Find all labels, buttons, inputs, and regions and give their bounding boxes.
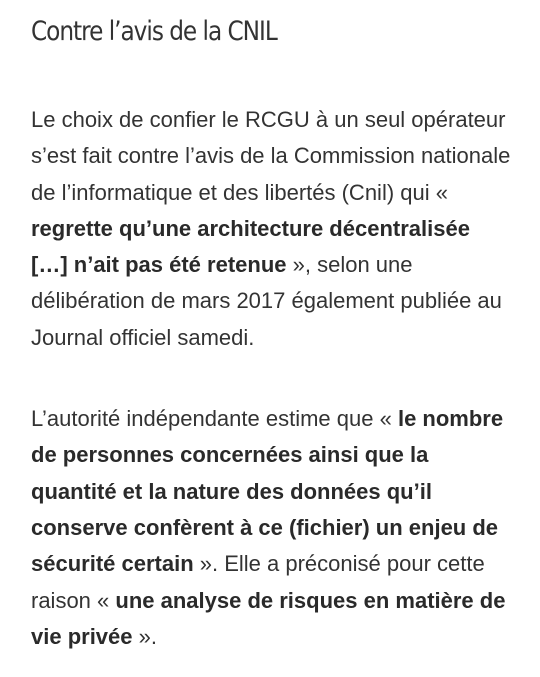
quote-text: regrette qu’une architecture décentralisée […] n’ait pas été retenue	[31, 215, 470, 278]
quote-text: une analyse de risques en matière de vie privée	[31, 587, 506, 649]
paragraph-text: », selon une délibération de mars 2017 également publiée au Journal officiel samedi.	[31, 252, 502, 350]
paragraph-authority-estimate	[31, 401, 512, 655]
paragraph-text: L’autorité indépendante estime que «	[31, 406, 398, 432]
paragraph-text: ».	[132, 623, 157, 649]
paragraph-text: ». Elle a préconisé pour cette raison «	[31, 551, 485, 613]
section-heading: Contre l’avis de la CNIL	[31, 16, 277, 47]
quote-text: le nombre de personnes concernées ainsi que la quantité et la nature des données qu’il conserve confèrent à ce (fichier) un enjeu de sécurité certain	[31, 406, 504, 577]
paragraph-text: Le choix de confier le RCGU à un seul opérateur s’est fait contre l’avis de la Commission nationale de l’informatique et des libertés (Cnil) qui «	[31, 107, 511, 205]
paragraph-cnil-opinion	[31, 102, 512, 356]
